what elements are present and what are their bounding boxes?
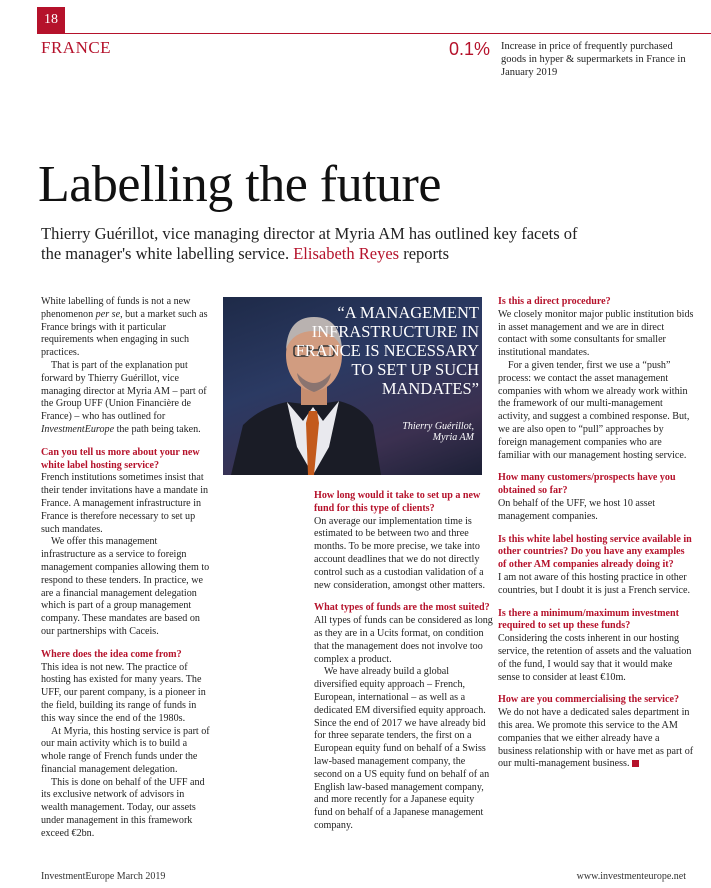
author-name: Elisabeth Reyes [293, 244, 400, 263]
emphasis: per se [95, 308, 121, 320]
stat-description: Increase in price of frequently purchased goods in hyper & supermarkets in France in January 2019 [501, 41, 686, 78]
pull-quote-attribution [402, 421, 474, 443]
answer: This idea is not new. The practice of hosting has existed for many years. The UFF, our parent company, is a pioneer in the field, building its range of funds in this way since the end of the 1980s. [41, 661, 206, 724]
paragraph [41, 360, 213, 437]
stat-value: 0.1% [449, 39, 491, 59]
column-3 [498, 296, 694, 771]
portrait-photo [223, 297, 482, 475]
answer: This is done on behalf of the UFF and its exclusive network of advisors in wealth management. Today, our assets under management in this framework exceed €2bn. [41, 776, 205, 839]
top-rule [37, 33, 711, 34]
column-1 [41, 296, 213, 841]
publication-name: InvestmentEurope [41, 423, 115, 435]
pull-quote: “A MANAGEMENT INFRASTRUCTURE IN FRANCE IS NECESSARY TO SET UP SUCH MANDATES” [295, 303, 479, 398]
question: How many customers/prospects have you obtained so far? [498, 472, 676, 497]
intro-paragraph [41, 296, 213, 360]
quote-name: Thierry Guérillot, [402, 421, 474, 432]
answer: All types of funds can be considered as long as they are in a Ucits format, on condition that the management does not involve too complex a product. [314, 615, 493, 665]
question: Where does the idea come from? [41, 648, 182, 660]
standfirst-text: Thierry Guérillot, vice managing director at Myria AM has outlined key facets of the manager's white labelling service. [41, 224, 578, 263]
text: White labelling of funds is not a new phenomenon [41, 296, 191, 320]
standfirst [41, 224, 601, 264]
page-number: 18 [37, 7, 65, 33]
answer: We have already build a global diversified equity approach – French, European, international – as well as a dedicated EM diversified equity approach. Since the end of 2017 we have already bid for three separate tenders, the first on a European equity fund on behalf of a Swiss law-based management company, the second on a US equity fund on behalf of an English law-based management company, and more recently for a Japanese equity fund on behalf of a Japanese management company. [314, 666, 490, 831]
answer: We offer this management infrastructure as a service to foreign management companies allowing them to respond to these tenders. In practice, we are a financial management delegation which is part of a group management company. These mandates are based on our partnerships with Caceis. [41, 536, 210, 637]
answer: On average our implementation time is estimated to be between two and three months. To be more precise, we take into account deadlines that we do not directly control such as a custodian validation of a new consideration, amongst other matters. [314, 515, 485, 591]
question: Is this a direct procedure? [498, 296, 611, 307]
question: Is there a minimum/maximum investment required to set up these funds? [498, 607, 679, 632]
headline: Labelling the future [38, 156, 441, 213]
question: What types of funds are the most suited? [314, 602, 490, 614]
text: , but a market such as France brings with it particular requirements when engaging in such practices. [41, 308, 208, 359]
question: How are you commercialising the service? [498, 694, 679, 706]
section-label: FRANCE [41, 38, 112, 57]
footer-url: www.investmenteurope.net [576, 871, 686, 882]
answer: We closely monitor major public institution bids in asset management and we are in direct contact with some consultants for smaller institutional mandates. [498, 308, 694, 359]
answer: French institutions sometimes insist that their tender invitations have a mandate in France. A management infrastructure in France is therefore necessary to set up such mandates. [41, 472, 209, 535]
answer: On behalf of the UFF, we host 10 asset management companies. [498, 497, 656, 522]
question: Can you tell us more about your new white label hosting service? [41, 446, 200, 471]
question: How long would it take to set up a new fund for this type of clients? [314, 490, 481, 514]
footer-publication: InvestmentEurope March 2019 [41, 871, 166, 882]
end-of-article-mark [632, 760, 639, 767]
answer: I am not aware of this hosting practice in other countries, but I doubt it is just a French service. [498, 571, 691, 596]
answer: At Myria, this hosting service is part of our main activity which is to build a whole range of French funds under the financial management delegation. [41, 725, 210, 775]
column-2 [314, 490, 494, 833]
reports-word: reports [403, 244, 450, 263]
answer: For a given tender, first we use a “push” process: we contact the asset management companies with whom we already work within the framework of our multi-management activity, and suggest a combined response. But, we are also open to “pull” approaches by foreign management companies who are familiar with our management hosting service. [498, 359, 690, 461]
quote-org: Myria AM [432, 432, 474, 443]
answer: Considering the costs inherent in our hosting service, the retention of assets and the valuation of the fund, I would say that it would make sense to consider at least €10m. [498, 633, 692, 683]
text: We do not have a dedicated sales department in this area. We promote this service to the AM companies that we either already have a business relationship with or have met as part of our multi-management business. [498, 707, 694, 770]
text: the path being taken. [114, 423, 201, 435]
answer [498, 707, 694, 771]
question: Is this white label hosting service available in other countries? Do you have any examples of other AM companies already doing it? [498, 533, 692, 571]
text: That is part of the explanation put forward by Thierry Guérillot, vice managing director at Myria AM – part of the Group UFF (Union Financière de France) – who has outlined for [41, 359, 207, 423]
